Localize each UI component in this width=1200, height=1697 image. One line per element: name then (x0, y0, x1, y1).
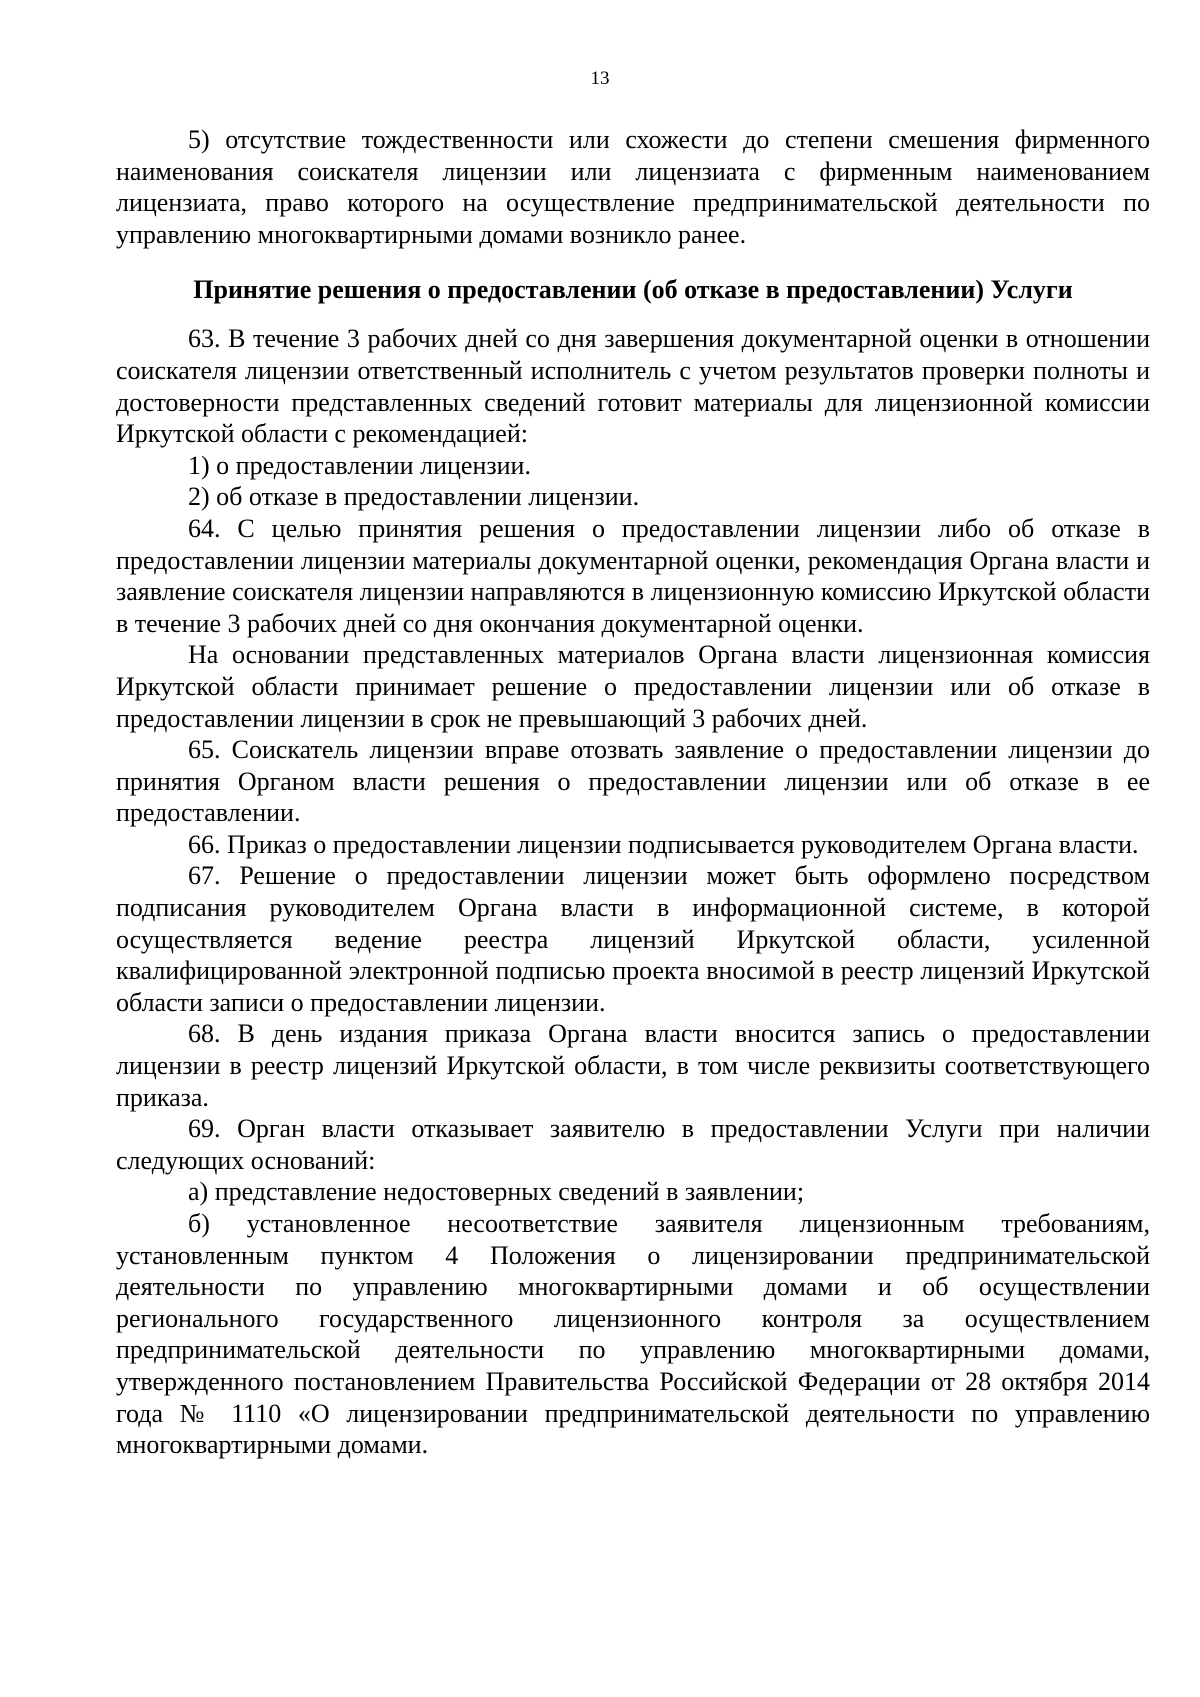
section-heading: Принятие решения о предоставлении (об отказе в предоставлении) Услуги (193, 275, 1073, 305)
spacer (116, 250, 1150, 274)
paragraph-69-item-a: а) представление недостоверных сведений в заявлении; (188, 1177, 805, 1207)
page-number: 13 (590, 68, 610, 89)
paragraph-64: 64. С целью принятия решения о предоставлении лицензии либо об отказе в предоставлении лицензии материалы документарной оценки, рекомендация Органа власти и заявление соискателя лицензии направляются в лицензионную комиссию Иркутской области в течение 3 рабочих дней со дня окончания документарной оценки. (116, 513, 1150, 638)
paragraph-69-item-b: б) установленное несоответствие заявителя лицензионным требованиям, установленным пунктом 4 Положения о лицензировании предпринимательской деятельности по управлению многоквартирными домами и об осуществлении регионального государственного лицензионного контроля за осуществлением предпринимательской деятельности по управлению многоквартирными домами, утвержденного постановлением Правительства Российской Федерации от 28 октября 2014 года № 1110 «О лицензировании предпринимательской деятельности по управлению многоквартирными домами. (116, 1209, 1150, 1460)
paragraph-68: 68. В день издания приказа Органа власти вносится запись о предоставлении лицензии в реестр лицензий Иркутской области, в том числе реквизиты соответствующего приказа. (116, 1019, 1150, 1112)
paragraph-63-option-2: 2) об отказе в предоставлении лицензии. (188, 482, 640, 512)
spacer (116, 305, 1150, 323)
paragraph-item-5: 5) отсутствие тождественности или схожести до степени смешения фирменного наименования соискателя лицензии или лицензиата с фирменным наименованием лицензиата, право которого на осуществление предпринимательской деятельности по управлению многоквартирными домами возникло ранее. (116, 125, 1150, 249)
paragraph-64-continued: На основании представленных материалов Органа власти лицензионная комиссия Иркутской области принимает решение о предоставлении лицензии или об отказе в предоставлении лицензии в срок не превышающий 3 рабочих дней. (116, 640, 1150, 733)
paragraph-63-option-1: 1) о предоставлении лицензии. (188, 450, 531, 480)
document-body (116, 124, 1150, 1461)
paragraph-63: 63. В течение 3 рабочих дней со дня завершения документарной оценки в отношении соискателя лицензии ответственный исполнитель с учетом результатов проверки полноты и достоверности представленных сведений готовит материалы для лицензионной комиссии Иркутской области с рекомендацией: (116, 324, 1150, 449)
paragraph-67: 67. Решение о предоставлении лицензии может быть оформлено посредством подписания руководителем Органа власти в информационной системе, в которой осуществляется ведение реестра лицензий Иркутской области, усиленной квалифицированной электронной подписью проекта вносимой в реестр лицензий Иркутской области записи о предоставлении лицензии. (116, 861, 1150, 1017)
paragraph-66: 66. Приказ о предоставлении лицензии подписывается руководителем Органа власти. (188, 829, 1139, 859)
paragraph-69: 69. Орган власти отказывает заявителю в предоставлении Услуги при наличии следующих оснований: (116, 1114, 1150, 1175)
paragraph-65: 65. Соискатель лицензии вправе отозвать заявление о предоставлении лицензии до принятия Органом власти решения о предоставлении лицензии или об отказе в ее предоставлении. (116, 735, 1150, 828)
